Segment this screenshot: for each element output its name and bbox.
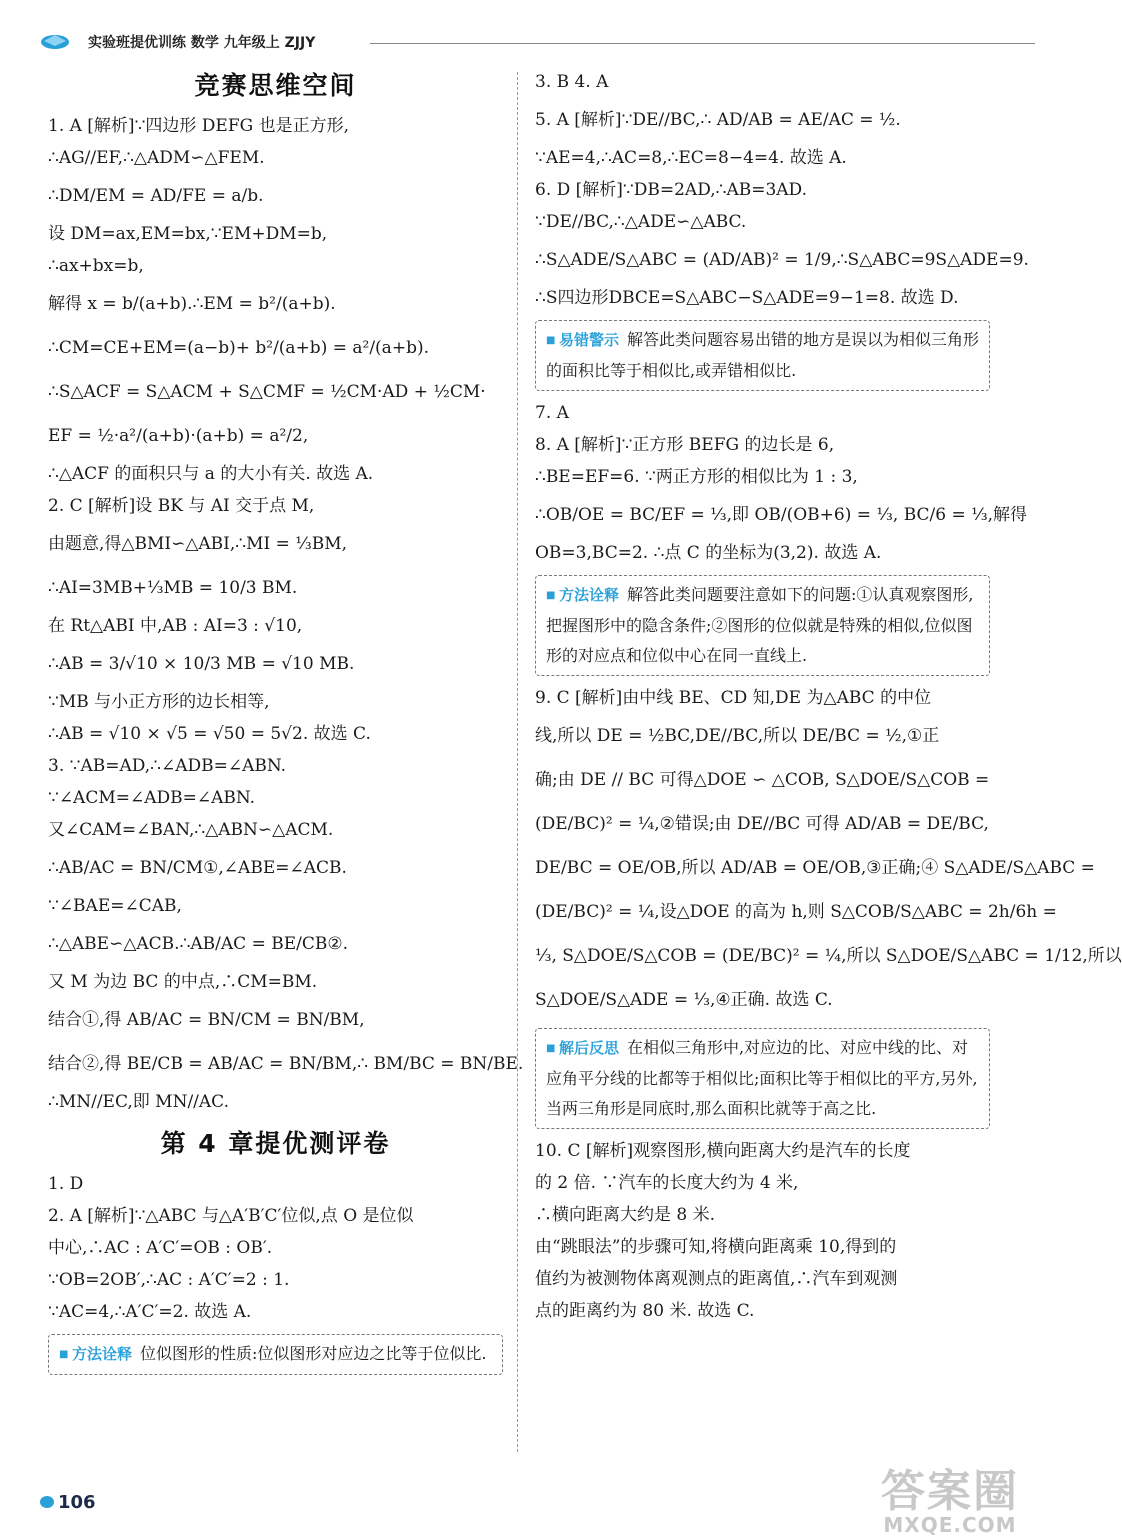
solution-line: 值约为被测物体离观测点的距离值,∴汽车到观测 xyxy=(535,1269,898,1289)
solution-line: 确;由 DE // BC 可得△DOE ∽ △COB, S△DOE/S△COB = xyxy=(535,770,990,790)
solution-line: ∵OB=2OB′,∴AC : A′C′=2 : 1. xyxy=(48,1270,290,1290)
solution-line: 又 M 为边 BC 的中点,∴CM=BM. xyxy=(48,972,318,992)
solution-line: 又∠CAM=∠BAN,∴△ABN∽△ACM. xyxy=(48,820,334,840)
right-solutions-2 xyxy=(535,397,1027,569)
solution-line: ∵MB 与小正方形的边长相等, xyxy=(48,692,270,712)
book-logo-icon xyxy=(40,32,70,50)
solution-line: ∴AB = √10 × √5 = √50 = 5√2. 故选 C. xyxy=(48,724,371,744)
method-tip-box xyxy=(48,1334,503,1375)
solution-line: 结合②,得 BE/CB = AB/AC = BN/BM,∴ BM/BC = BN/BE. xyxy=(48,1054,524,1074)
solution-line: 1. D xyxy=(48,1174,84,1194)
page-badge-icon xyxy=(40,1496,54,1508)
solution-line: 6. D [解析]∵DB=2AD,∴AB=3AD. xyxy=(535,180,807,200)
solution-line: ⅓, S△DOE/S△COB = (DE/BC)² = ¼,所以 S△DOE/S△ABC = 1/12,所以 xyxy=(535,946,1122,966)
solution-line: 8. A [解析]∵正方形 BEFG 的边长是 6, xyxy=(535,435,835,455)
solution-line: ∴AI=3MB+⅓MB = 10/3 BM. xyxy=(48,578,298,598)
solution-line: 中心,∴AC : A′C′=OB : OB′. xyxy=(48,1238,273,1258)
solution-line: (DE/BC)² = ¼,②错误;由 DE//BC 可得 AD/AB = DE/BC, xyxy=(535,814,989,834)
solution-line: 3. B 4. A xyxy=(535,72,609,92)
tip-label: ■ 解后反思 xyxy=(546,1039,619,1057)
left-solutions-2 xyxy=(48,1168,503,1328)
solution-line: ∵∠BAE=∠CAB, xyxy=(48,896,182,916)
left-solutions-1 xyxy=(48,110,524,1118)
solution-line: S△DOE/S△ADE = ⅓,④正确. 故选 C. xyxy=(535,990,833,1010)
solution-line: ∴AG//EF,∴△ADM∽△FEM. xyxy=(48,148,265,168)
solution-line: EF = ½·a²/(a+b)·(a+b) = a²/2, xyxy=(48,426,309,446)
header-rule xyxy=(370,43,1035,44)
solution-line: 1. A [解析]∵四边形 DEFG 也是正方形, xyxy=(48,116,350,136)
solution-line: ∴ax+bx=b, xyxy=(48,256,144,276)
solution-line: 的 2 倍. ∵汽车的长度大约为 4 米, xyxy=(535,1173,799,1193)
solution-line: ∵∠ACM=∠ADB=∠ABN. xyxy=(48,788,256,808)
solution-line: 10. C [解析]观察图形,横向距离大约是汽车的长度 xyxy=(535,1141,911,1161)
method-tip-box-2 xyxy=(535,575,990,676)
right-column xyxy=(535,66,1122,1327)
solution-line: OB=3,BC=2. ∴点 C 的坐标为(3,2). 故选 A. xyxy=(535,543,882,563)
solution-line: 线,所以 DE = ½BC,DE//BC,所以 DE/BC = ½,①正 xyxy=(535,726,940,746)
error-warning-box xyxy=(535,320,990,391)
tip-text: 在相似三角形中,对应边的比、对应中线的比、对应角平分线的比都等于相似比;面积比等于相似比的平方,另外,当两三角形是同底时,那么面积比就等于高之比. xyxy=(546,1038,978,1118)
solution-line: 设 DM=ax,EM=bx,∵EM+DM=b, xyxy=(48,224,328,244)
section-title-chapter4: 第 4 章提优测评卷 xyxy=(160,1129,391,1158)
solution-line: ∵DE//BC,∴△ADE∽△ABC. xyxy=(535,212,747,232)
solution-line: 2. C [解析]设 BK 与 AI 交于点 M, xyxy=(48,496,315,516)
right-solutions-1 xyxy=(535,66,1029,314)
solution-line: 点的距离约为 80 米. 故选 C. xyxy=(535,1301,755,1321)
solution-line: ∴横向距离大约是 8 米. xyxy=(535,1205,716,1225)
solution-line: (DE/BC)² = ¼,设△DOE 的高为 h,则 S△COB/S△ABC = 2h/6h = xyxy=(535,902,1057,922)
solution-line: ∴△ACF 的面积只与 a 的大小有关. 故选 A. xyxy=(48,464,374,484)
solution-line: ∴MN//EC,即 MN//AC. xyxy=(48,1092,229,1112)
tip-label: ■ 易错警示 xyxy=(546,331,619,349)
solution-line: 9. C [解析]由中线 BE、CD 知,DE 为△ABC 的中位 xyxy=(535,688,932,708)
section-title-competition: 竞赛思维空间 xyxy=(194,71,357,100)
tip-text: 位似图形的性质:位似图形对应边之比等于位似比. xyxy=(139,1344,487,1363)
tip-text: 解答此类问题容易出错的地方是误以为相似三角形的面积比等于相似比,或弄错相似比. xyxy=(546,330,979,380)
watermark-logo: 答案圈 xyxy=(881,1466,1019,1517)
solution-line: 由“跳眼法”的步骤可知,将横向距离乘 10,得到的 xyxy=(535,1237,897,1257)
solution-line: ∵AC=4,∴A′C′=2. 故选 A. xyxy=(48,1302,252,1322)
solution-line: 7. A xyxy=(535,403,569,423)
header-text: 实验班提优训练 数学 九年级上 ZJJY xyxy=(88,35,316,51)
solution-line: 结合①,得 AB/AC = BN/CM = BN/BM, xyxy=(48,1010,365,1030)
solution-line: 2. A [解析]∵△ABC 与△A′B′C′位似,点 O 是位似 xyxy=(48,1206,414,1226)
solution-line: ∴S△ADE/S△ABC = (AD/AB)² = 1/9,∴S△ABC=9S△ADE=9. xyxy=(535,250,1029,270)
solution-line: ∴CM=CE+EM=(a−b)+ b²/(a+b) = a²/(a+b). xyxy=(48,338,429,358)
left-column xyxy=(48,66,524,1381)
page-number: 106 xyxy=(40,1492,96,1513)
column-divider xyxy=(517,72,518,1452)
solution-line: ∴AB = 3/√10 × 10/3 MB = √10 MB. xyxy=(48,654,355,674)
right-solutions-4 xyxy=(535,1135,990,1327)
solution-line: ∴S△ACF = S△ACM + S△CMF = ½CM·AD + ½CM· xyxy=(48,382,486,402)
solution-line: 3. ∵AB=AD,∴∠ADB=∠ABN. xyxy=(48,756,287,776)
solution-line: 解得 x = b/(a+b).∴EM = b²/(a+b). xyxy=(48,294,336,314)
tip-label: ■ 方法诠释 xyxy=(59,1345,132,1363)
solution-line: ∴BE=EF=6. ∵两正方形的相似比为 1 : 3, xyxy=(535,467,858,487)
solution-line: ∵AE=4,∴AC=8,∴EC=8−4=4. 故选 A. xyxy=(535,148,847,168)
solution-line: ∴AB/AC = BN/CM①,∠ABE=∠ACB. xyxy=(48,858,347,878)
solution-line: ∴OB/OE = BC/EF = ⅓,即 OB/(OB+6) = ⅓, BC/6 = ⅓,解得 xyxy=(535,505,1027,525)
solution-line: DE/BC = OE/OB,所以 AD/AB = OE/OB,③正确;④ S△ADE/S△ABC = xyxy=(535,858,1095,878)
solution-line: 由题意,得△BMI∽△ABI,∴MI = ⅓BM, xyxy=(48,534,348,554)
tip-text: 解答此类问题要注意如下的问题:①认真观察图形,把握图形中的隐含条件;②图形的位似就是特殊的相似,位似图形的对应点和位似中心在同一直线上. xyxy=(546,585,974,665)
reflection-box xyxy=(535,1028,990,1129)
watermark xyxy=(870,1455,1030,1537)
page-header xyxy=(40,28,1000,58)
solution-line: ∴S四边形DBCE=S△ABC−S△ADE=9−1=8. 故选 D. xyxy=(535,288,959,308)
solution-line: ∴DM/EM = AD/FE = a/b. xyxy=(48,186,264,206)
tip-label: ■ 方法诠释 xyxy=(546,586,619,604)
solution-line: ∴△ABE∽△ACB.∴AB/AC = BE/CB②. xyxy=(48,934,348,954)
watermark-url: MXQE.COM xyxy=(883,1513,1017,1537)
right-solutions-3 xyxy=(535,682,1122,1022)
solution-line: 在 Rt△ABI 中,AB : AI=3 : √10, xyxy=(48,616,303,636)
solution-line: 5. A [解析]∵DE//BC,∴ AD/AB = AE/AC = ½. xyxy=(535,110,901,130)
